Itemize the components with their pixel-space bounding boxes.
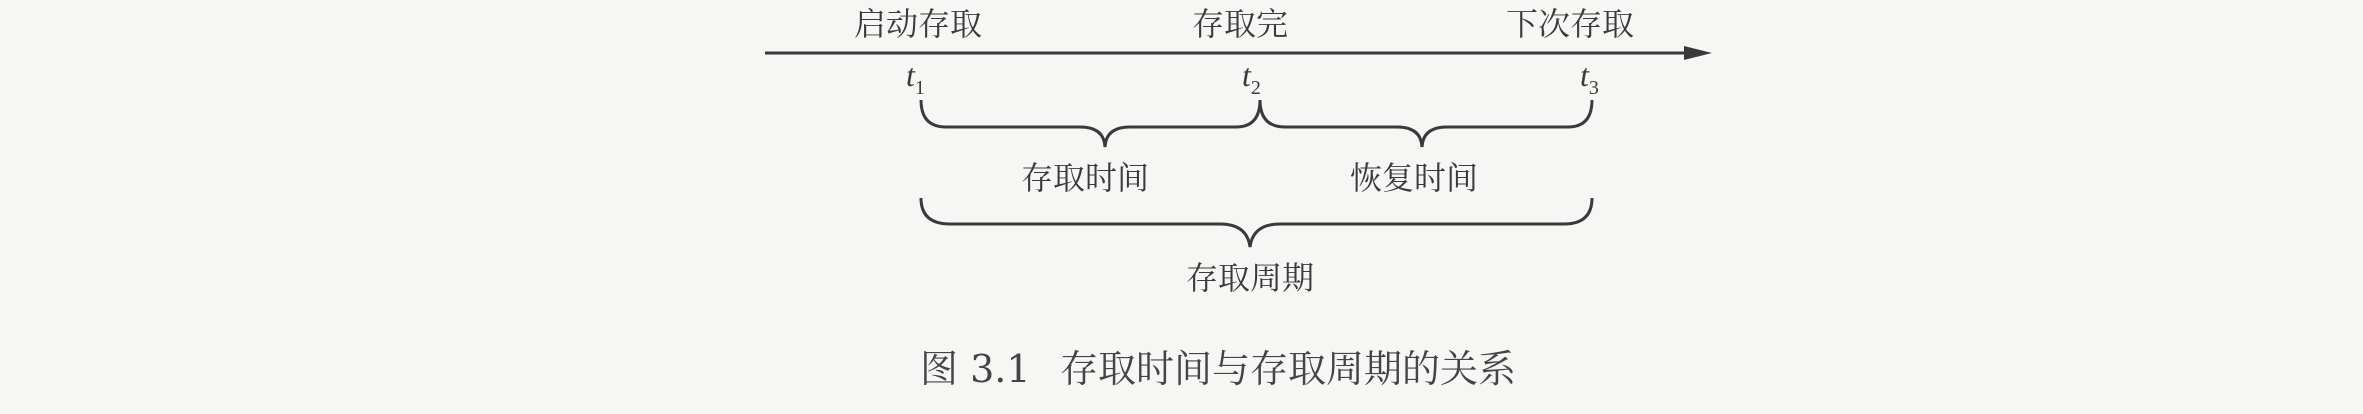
event-label-start: 启动存取: [853, 5, 983, 43]
time-axis-arrowhead: [1684, 46, 1712, 60]
interval-label-recovery-time: 恢复时间: [1349, 159, 1479, 197]
brace-access-cycle: [921, 198, 1592, 247]
time-point-t2: $t_2$: [1242, 57, 1261, 99]
event-label-next: 下次存取: [1505, 5, 1635, 43]
time-point-t3: $t_3$: [1580, 57, 1599, 99]
interval-label-access-time: 存取时间: [1020, 159, 1150, 197]
interval-label-access-cycle: 存取周期: [1185, 259, 1315, 297]
brace-recovery-time: [1260, 100, 1592, 147]
event-label-complete: 存取完: [1191, 5, 1289, 43]
figure-caption-number: 图 3.1: [920, 347, 1031, 391]
figure-caption-title: 存取时间与存取周期的关系: [1060, 347, 1517, 391]
time-point-t1: $t_1$: [906, 57, 925, 99]
brace-access-time: [921, 100, 1260, 147]
